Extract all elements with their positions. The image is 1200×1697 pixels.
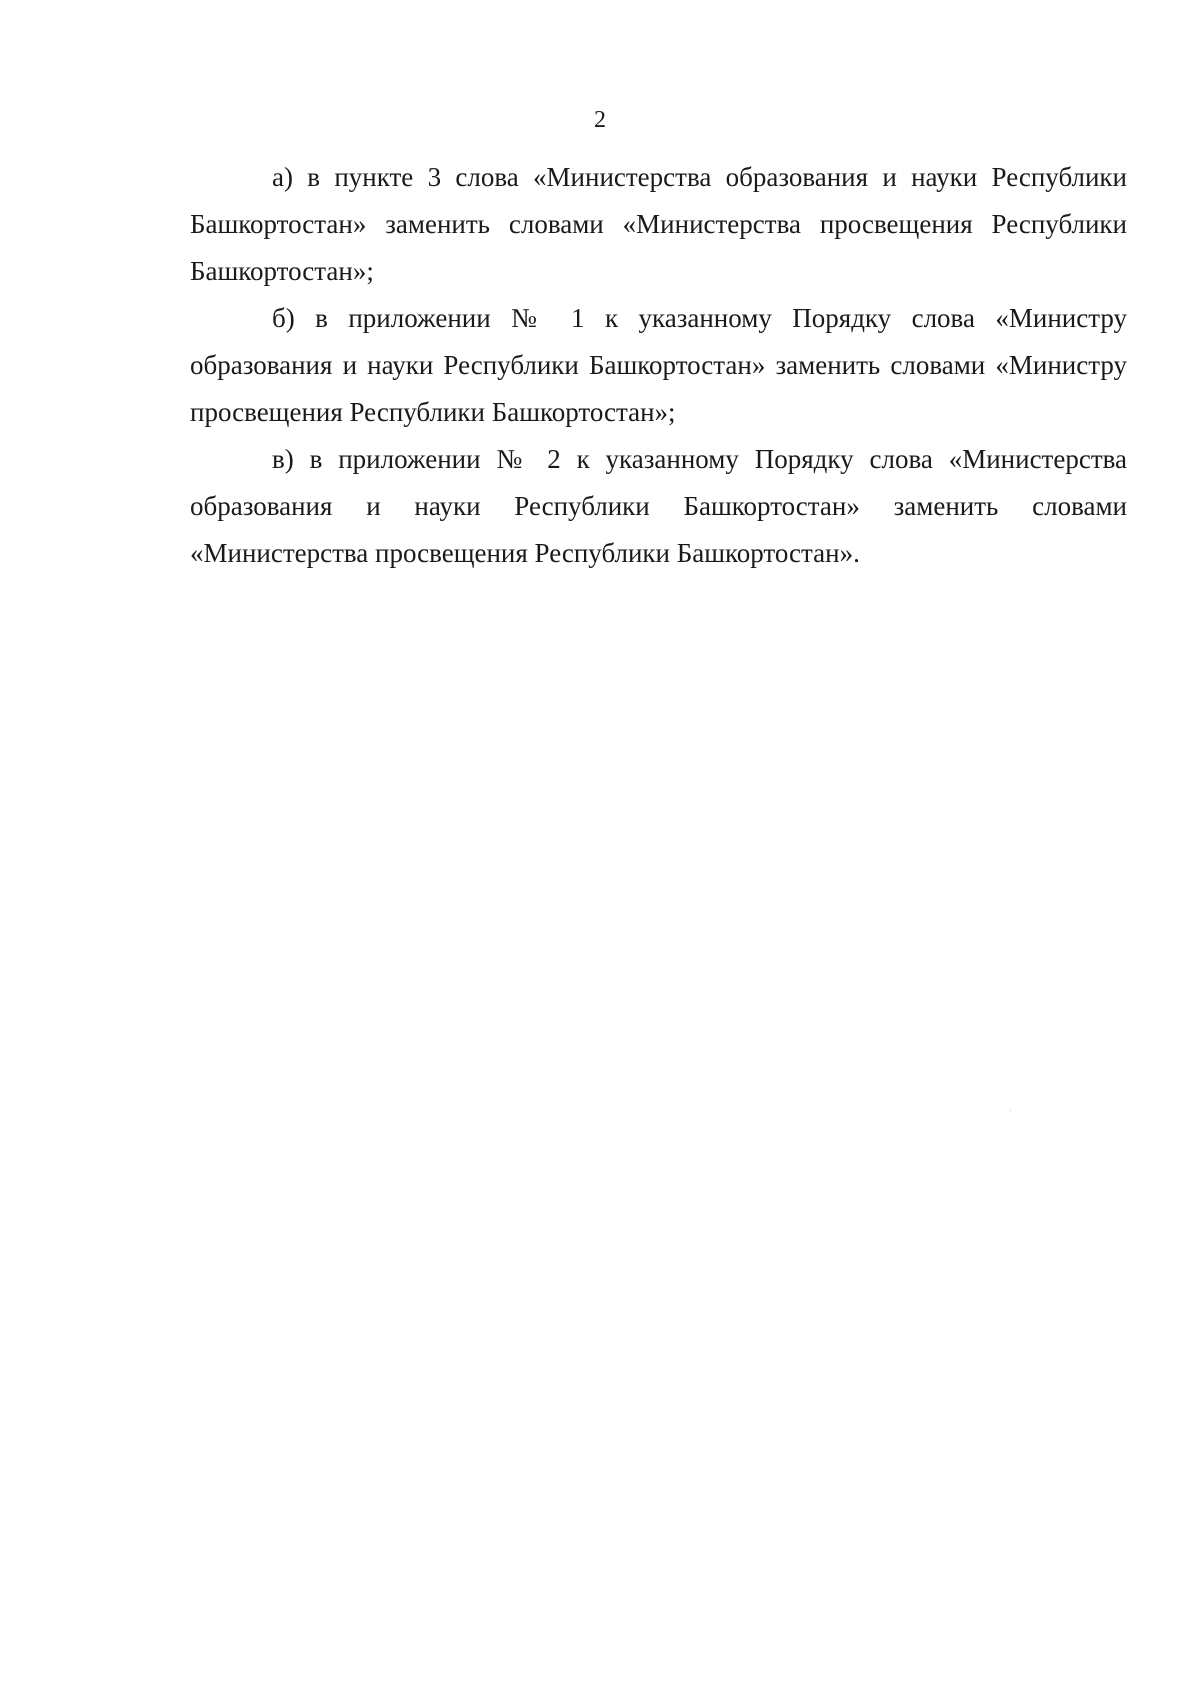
paragraph-a: а) в пункте 3 слова «Министерства образования и науки Республики Башкортостан» заменить словами «Министерства просвещения Республики Башкортостан»; <box>190 162 1127 286</box>
paragraph-v: в) в приложении № 2 к указанному Порядку слова «Министерства образования и науки Республики Башкортостан» заменить словами «Министерства просвещения Республики Башкортостан». <box>190 444 1127 568</box>
paragraph-b: б) в приложении № 1 к указанному Порядку слова «Министру образования и науки Республики Башкортостан» заменить словами «Министру просвещения Республики Башкортостан»; <box>190 303 1127 427</box>
document-body <box>190 154 1127 577</box>
page-number: 2 <box>594 107 606 133</box>
scan-artifact <box>1010 1110 1011 1111</box>
